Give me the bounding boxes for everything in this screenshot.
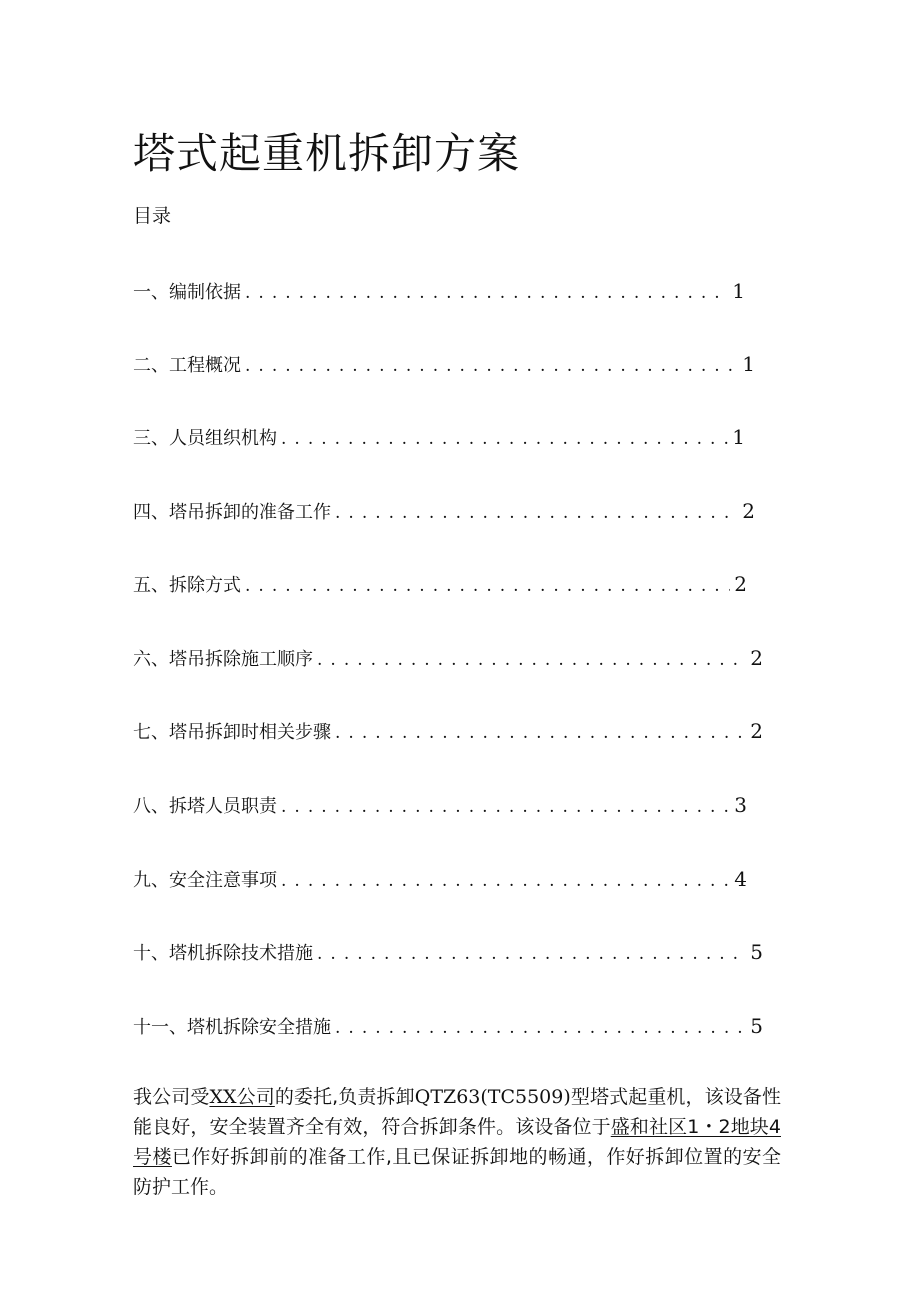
- toc-heading: 目录: [133, 205, 172, 227]
- toc-entry[interactable]: [133, 1011, 763, 1041]
- toc-leader-dots: [317, 939, 746, 967]
- toc-entry-label: 二、工程概况: [133, 355, 241, 376]
- paragraph-text: 我公司受: [133, 1086, 210, 1108]
- toc-leader-dots: [245, 351, 738, 379]
- toc-leader-dots: [281, 866, 730, 894]
- site-location: 盛和社区1・2地块4号楼: [133, 1116, 781, 1168]
- toc-entry-page: 5: [750, 940, 763, 964]
- toc-leader-dots: [281, 792, 730, 820]
- toc-entry-label: 十、塔机拆除技术措施: [133, 943, 313, 964]
- toc-entry[interactable]: [133, 643, 763, 673]
- toc-entry[interactable]: [133, 349, 755, 379]
- toc-entry[interactable]: [133, 422, 745, 452]
- toc-entry-label: 三、人员组织机构: [133, 428, 277, 449]
- toc-entry-page: 1: [742, 352, 755, 376]
- toc-leader-dots: [335, 718, 746, 746]
- toc-leader-dots: [245, 278, 728, 306]
- toc-entry[interactable]: [133, 864, 747, 894]
- toc-entry[interactable]: [133, 496, 755, 526]
- paragraph-text: 已作好拆卸前的准备工作,且已保证拆卸地的畅通，作好拆卸位置的安全防护工作。: [133, 1146, 781, 1198]
- toc-leader-dots: [335, 498, 738, 526]
- toc-entry-label: 九、安全注意事项: [133, 870, 277, 891]
- document-title: 塔式起重机拆卸方案: [133, 129, 521, 178]
- toc-entry-page: 2: [742, 499, 755, 523]
- crane-model: QTZ63(TC5509): [414, 1086, 571, 1108]
- toc-entry-page: 2: [734, 572, 747, 596]
- toc-entry-page: 2: [750, 719, 763, 743]
- company-name: XX公司: [209, 1086, 275, 1108]
- toc-entry-page: 1: [732, 425, 745, 449]
- toc-leader-dots: [245, 571, 730, 599]
- toc-entry[interactable]: [133, 716, 763, 746]
- toc-entry-label: 六、塔吊拆除施工顺序: [133, 649, 313, 670]
- toc-entry-label: 一、编制依据: [133, 282, 241, 303]
- toc-entry-label: 四、塔吊拆卸的准备工作: [133, 502, 331, 523]
- toc-entry-label: 八、拆塔人员职责: [133, 796, 277, 817]
- toc-entry[interactable]: [133, 937, 763, 967]
- toc-entry-label: 七、塔吊拆卸时相关步骤: [133, 722, 331, 743]
- toc-entry[interactable]: [133, 569, 747, 599]
- toc-entry-page: 3: [734, 793, 747, 817]
- toc-entry[interactable]: [133, 790, 747, 820]
- toc-entry-page: 1: [732, 279, 745, 303]
- toc-entry-page: 5: [750, 1014, 763, 1038]
- toc-entry-page: 4: [734, 867, 747, 891]
- paragraph-text: 的委托,负责拆卸: [274, 1086, 415, 1108]
- toc-leader-dots: [335, 1013, 746, 1041]
- toc-entry[interactable]: [133, 276, 745, 306]
- toc-entry-label: 十一、塔机拆除安全措施: [133, 1017, 331, 1038]
- paragraph-text: 型塔式起重机，该设备性能良好，安全装置齐全有效，符合拆卸条件。该设备位于: [133, 1086, 781, 1138]
- toc-entry-page: 2: [750, 646, 763, 670]
- toc-leader-dots: [281, 424, 728, 452]
- toc-leader-dots: [317, 645, 746, 673]
- toc-entry-label: 五、拆除方式: [133, 575, 241, 596]
- intro-paragraph: [133, 1082, 781, 1202]
